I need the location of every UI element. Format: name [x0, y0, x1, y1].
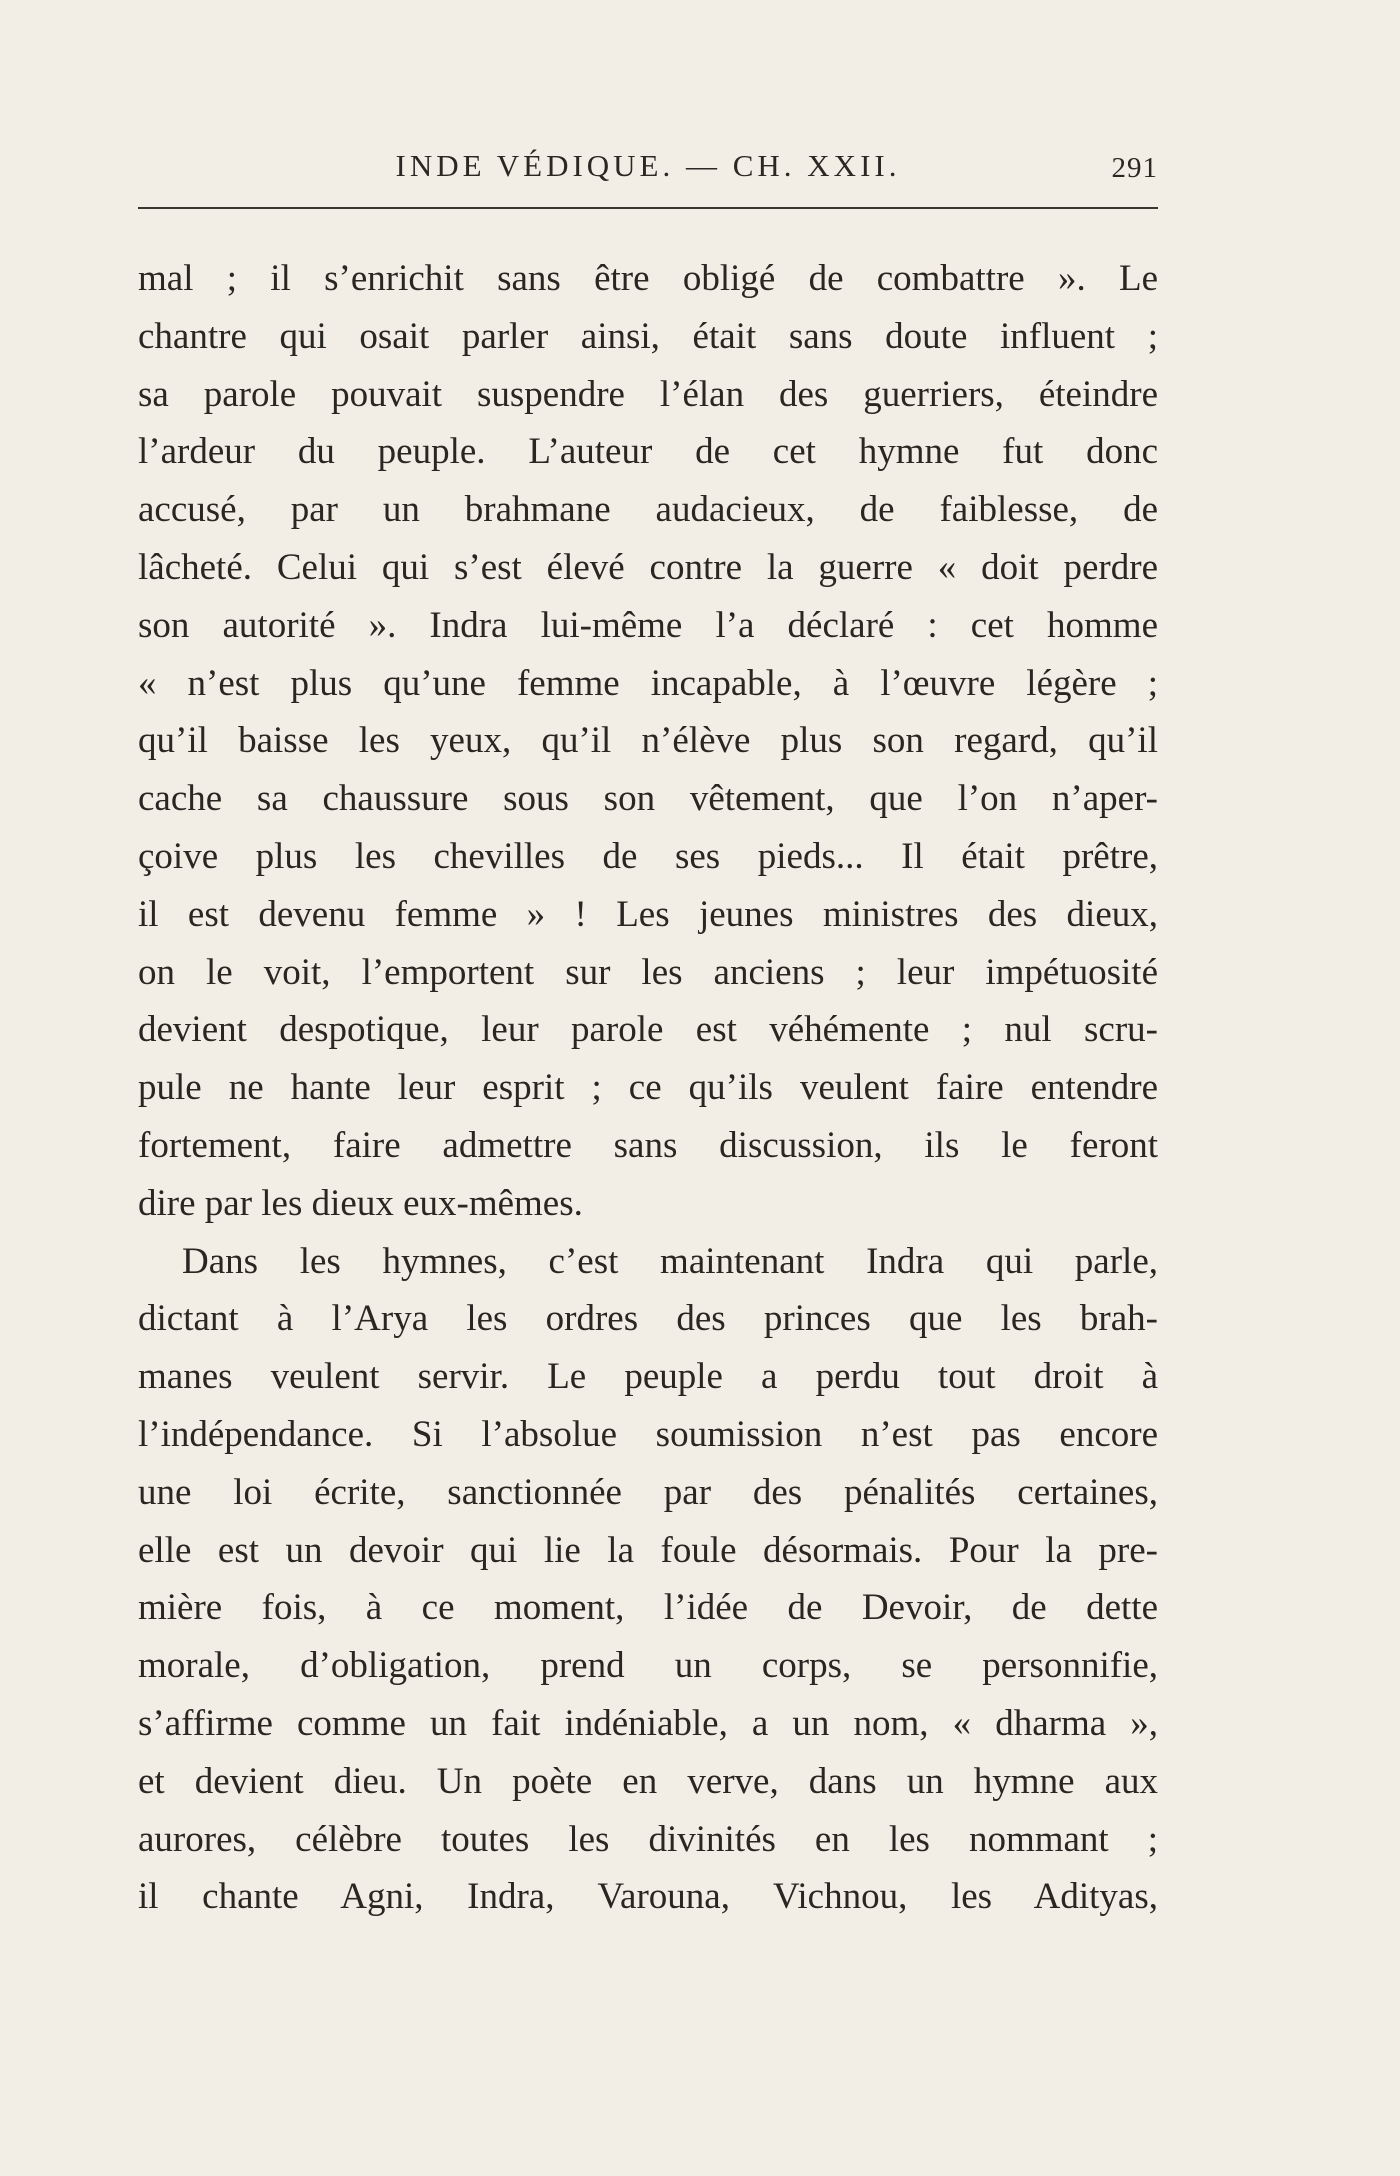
- text-line: lâcheté. Celui qui s’est élevé contre la guerre « doit perdre: [138, 546, 1158, 588]
- text-line: mal ; il s’enrichit sans être obligé de combattre ». Le: [138, 258, 1158, 299]
- text-line: çoive plus les chevilles de ses pieds... Il était prêtre,: [138, 835, 1158, 877]
- paragraph-start-line: Dans les hymnes, c’est maintenant Indra qui parle,: [182, 1240, 1158, 1282]
- text-line: dictant à l’Arya les ordres des princes que les brah-: [138, 1298, 1158, 1340]
- text-line: chantre qui osait parler ainsi, était sans doute influent ;: [138, 315, 1158, 357]
- text-line: qu’il baisse les yeux, qu’il n’élève plus son regard, qu’il: [138, 720, 1158, 762]
- text-line: s’affirme comme un fait indéniable, a un nom, « dharma »,: [138, 1702, 1158, 1744]
- text-line: et devient dieu. Un poète en verve, dans un hymne aux: [138, 1760, 1158, 1802]
- text-line: elle est un devoir qui lie la foule désormais. Pour la pre-: [138, 1529, 1158, 1571]
- paragraph-end-line: dire par les dieux eux-mêmes.: [138, 1182, 583, 1224]
- body-text: [138, 250, 1158, 1926]
- text-line: sa parole pouvait suspendre l’élan des guerriers, éteindre: [138, 373, 1158, 415]
- page-number: 291: [1111, 152, 1158, 184]
- text-line: « n’est plus qu’une femme incapable, à l’œuvre légère ;: [138, 662, 1158, 704]
- running-title: INDE VÉDIQUE. — CH. XXII.: [395, 148, 901, 183]
- running-header: [138, 148, 1158, 188]
- text-line: une loi écrite, sanctionnée par des pénalités certaines,: [138, 1471, 1158, 1513]
- text-line: accusé, par un brahmane audacieux, de faiblesse, de: [138, 489, 1158, 531]
- text-line: aurores, célèbre toutes les divinités en les nommant ;: [138, 1818, 1158, 1860]
- text-line: il est devenu femme » ! Les jeunes ministres des dieux,: [138, 893, 1158, 935]
- text-line: son autorité ». Indra lui-même l’a déclaré : cet homme: [138, 604, 1158, 646]
- text-line: morale, d’obligation, prend un corps, se personnifie,: [138, 1645, 1158, 1687]
- text-line: cache sa chaussure sous son vêtement, que l’on n’aper-: [138, 778, 1158, 820]
- text-line: il chante Agni, Indra, Varouna, Vichnou, les Adityas,: [138, 1876, 1158, 1918]
- text-line: on le voit, l’emportent sur les anciens ; leur impétuosité: [138, 951, 1158, 993]
- text-line: fortement, faire admettre sans discussion, ils le feront: [138, 1124, 1158, 1166]
- text-line: pule ne hante leur esprit ; ce qu’ils veulent faire entendre: [138, 1067, 1158, 1109]
- header-rule: [138, 207, 1158, 209]
- text-line: l’indépendance. Si l’absolue soumission n’est pas encore: [138, 1413, 1158, 1455]
- text-line: mière fois, à ce moment, l’idée de Devoir, de dette: [138, 1587, 1158, 1629]
- text-line: devient despotique, leur parole est véhémente ; nul scru-: [138, 1009, 1158, 1051]
- text-line: manes veulent servir. Le peuple a perdu tout droit à: [138, 1356, 1158, 1398]
- text-line: l’ardeur du peuple. L’auteur de cet hymne fut donc: [138, 431, 1158, 473]
